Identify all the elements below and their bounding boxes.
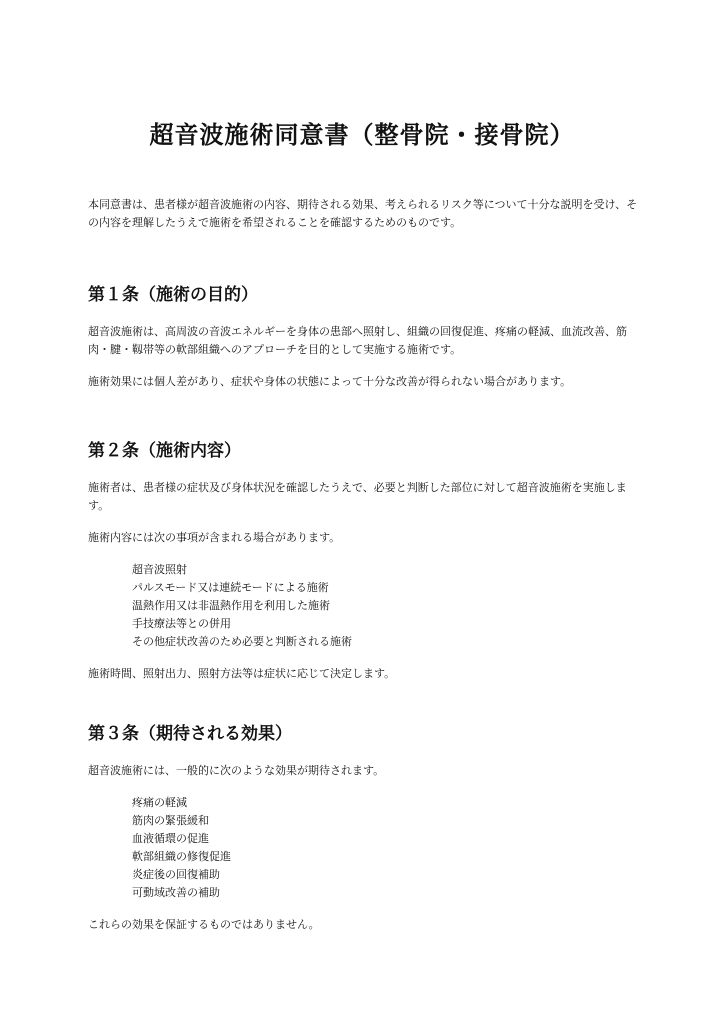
- list-item: 温熱作用又は非温熱作用を利用した施術: [132, 599, 330, 612]
- article-2-list: [88, 561, 644, 651]
- list-item: 疼痛の軽減: [132, 796, 187, 809]
- article-1-paragraph-2: 施術効果には個人差があり、症状や身体の状態によって十分な改善が得られない場合があります。: [88, 375, 572, 388]
- list-item: 血液循環の促進: [132, 832, 209, 845]
- article-1-paragraph-1: 超音波施術は、高周波の音波エネルギーを身体の患部へ照射し、組織の回復促進、疼痛の軽減、血流改善、筋肉・腱・靱帯等の軟部組織へのアプローチを目的として実施する施術です。: [88, 325, 627, 356]
- article-2-heading: 第２条（施術内容）: [88, 441, 241, 461]
- article-2: [88, 439, 644, 697]
- article-3-paragraph-1: 超音波施術には、一般的に次のような効果が期待されます。: [88, 764, 385, 777]
- list-item: 炎症後の回復補助: [132, 868, 220, 881]
- list-item: その他症状改善のため必要と判断される施術: [132, 635, 352, 648]
- article-3-heading: 第３条（期待される効果）: [88, 724, 292, 744]
- intro-paragraph: 本同意書は、患者様が超音波施術の内容、期待される効果、考えられるリスク等について十分な説明を受け、その内容を理解したうえで施術を希望されることを確認するためのものです。: [88, 198, 638, 229]
- article-2-paragraph-3: 施術時間、照射出力、照射方法等は症状に応じて決定します。: [88, 667, 396, 680]
- document-title: 超音波施術同意書（整骨院・接骨院）: [149, 121, 575, 149]
- article-2-paragraph-1: 施術者は、患者様の症状及び身体状況を確認したうえで、必要と判断した部位に対して超音波施術を実施します。: [88, 481, 627, 512]
- list-item: パルスモード又は連続モードによる施術: [132, 581, 329, 594]
- list-item: 超音波照射: [132, 563, 187, 576]
- list-item: 可動域改善の補助: [132, 886, 220, 899]
- list-item: 手技療法等との併用: [132, 617, 231, 630]
- article-1: [88, 283, 644, 405]
- article-3-paragraph-2: これらの効果を保証するものではありません。: [88, 918, 320, 931]
- article-3-list: [88, 794, 644, 902]
- article-2-paragraph-2: 施術内容には次の事項が含まれる場合があります。: [88, 531, 341, 544]
- article-3: [88, 722, 644, 948]
- list-item: 軟部組織の修復促進: [132, 850, 231, 863]
- article-1-heading: 第１条（施術の目的）: [88, 285, 258, 305]
- list-item: 筋肉の緊張緩和: [132, 814, 209, 827]
